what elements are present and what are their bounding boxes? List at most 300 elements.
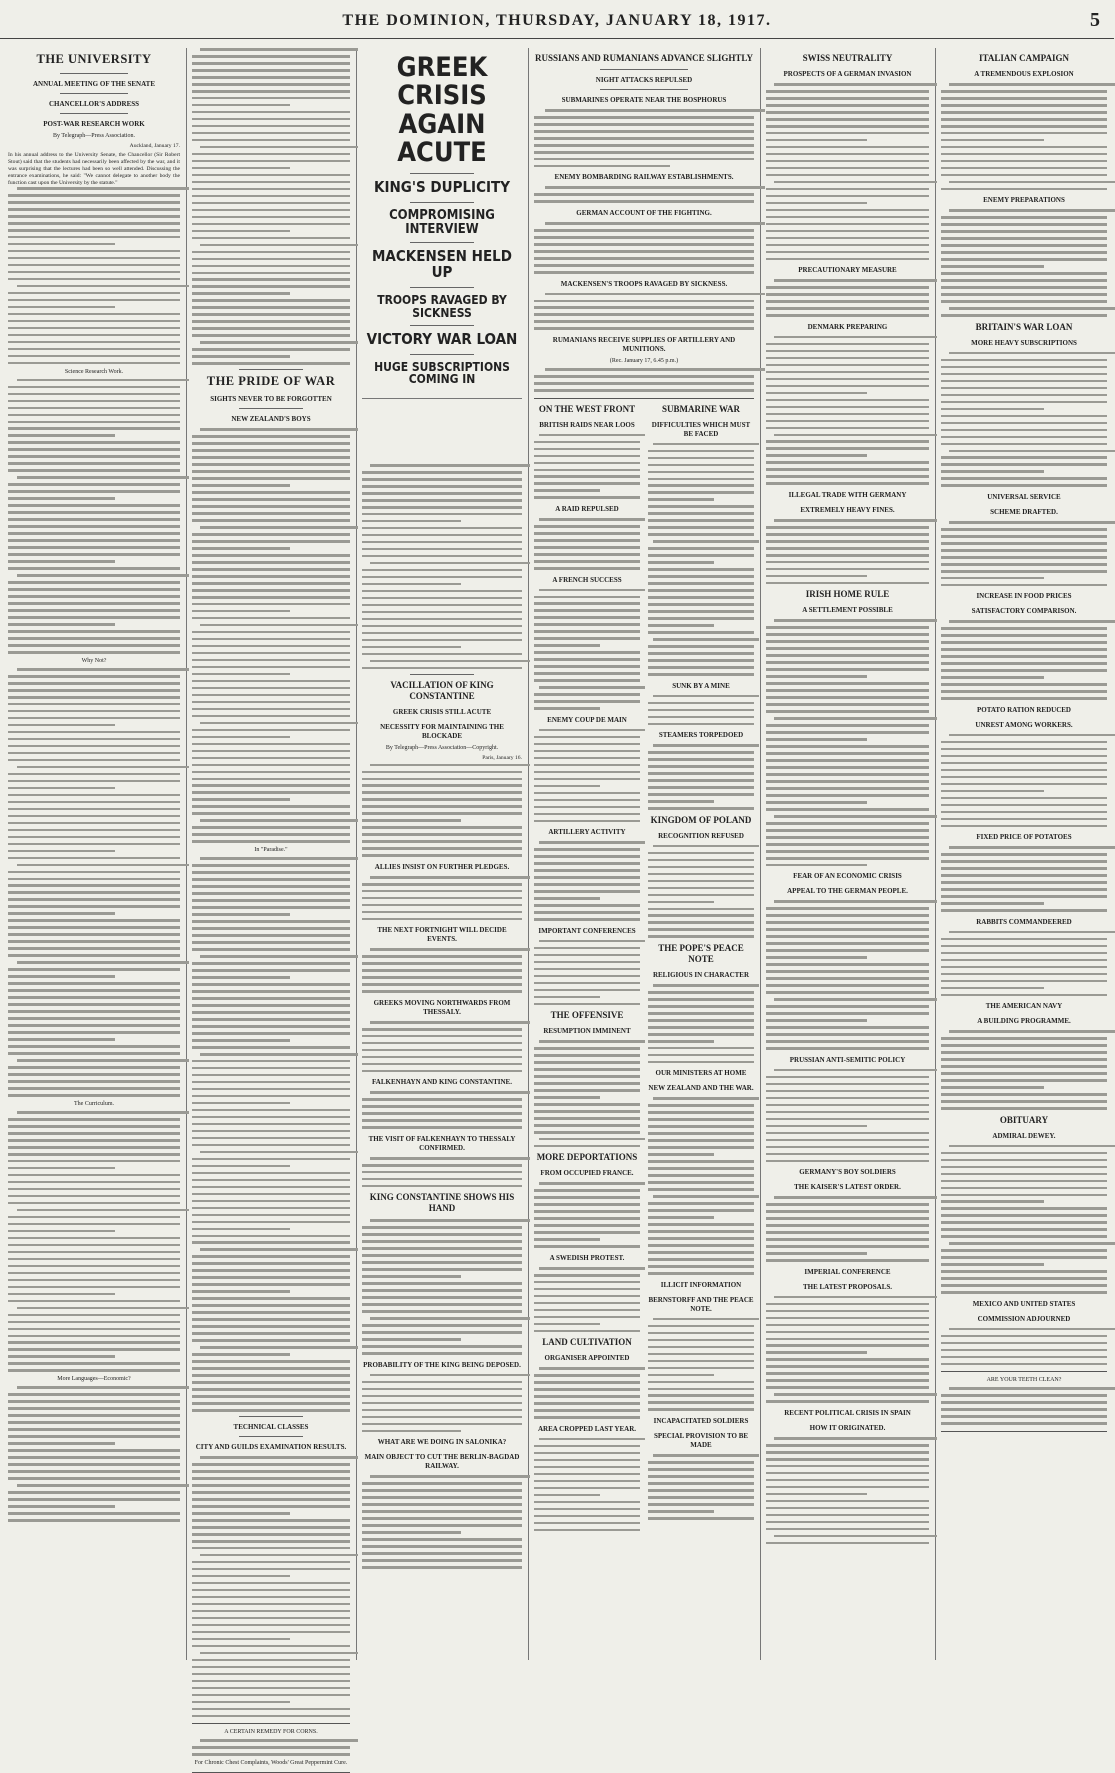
text-line (8, 1202, 180, 1205)
subhead-senate: ANNUAL MEETING OF THE SENATE (32, 80, 155, 88)
text-line (370, 1091, 530, 1094)
text-line (766, 836, 929, 839)
subhead-explosion: A TREMENDOUS EXPLOSION (974, 70, 1074, 78)
divider (239, 369, 302, 370)
text-line (8, 1003, 180, 1006)
text-line (648, 1061, 754, 1064)
text-line (766, 475, 929, 478)
text-line (8, 1498, 180, 1501)
text-line (192, 941, 350, 944)
text-line (774, 815, 937, 818)
text-line (941, 139, 1044, 142)
text-line (774, 336, 937, 339)
text-line (766, 773, 929, 776)
text-line (8, 1181, 180, 1184)
text-line (648, 1353, 754, 1356)
text-line (949, 931, 1115, 934)
text-line (192, 1228, 290, 1231)
text-line (8, 954, 180, 957)
text-line (8, 567, 180, 570)
text-line (766, 468, 929, 471)
text-line (648, 1346, 754, 1349)
text-line (941, 1159, 1107, 1162)
advert-body (941, 1387, 1107, 1425)
text-line (8, 229, 180, 232)
article-body (192, 857, 350, 1411)
text-line (766, 1472, 929, 1475)
divider (239, 408, 302, 409)
text-line (8, 236, 180, 239)
text-line (949, 209, 1115, 212)
text-line (8, 414, 180, 417)
text-line (534, 609, 640, 612)
text-line (534, 1466, 640, 1469)
text-line (949, 1145, 1115, 1148)
text-line (648, 484, 754, 487)
text-line (941, 258, 1107, 261)
text-line (534, 200, 754, 203)
text-line (8, 483, 180, 486)
text-line (370, 1374, 530, 1377)
text-line (534, 764, 640, 767)
text-line (362, 1395, 522, 1398)
text-line (200, 955, 358, 958)
text-line (8, 320, 180, 323)
text-line (653, 638, 759, 641)
text-line (192, 1484, 350, 1487)
text-line (766, 1331, 929, 1334)
text-line (534, 1522, 640, 1525)
text-line (192, 1673, 350, 1676)
text-line (192, 1367, 350, 1370)
text-line (648, 652, 754, 655)
text-line (539, 1267, 645, 1270)
text-line (648, 471, 754, 474)
text-line (192, 104, 290, 107)
article-body (766, 1296, 929, 1403)
text-line (192, 299, 350, 302)
text-line (8, 581, 180, 584)
text-line (941, 1335, 1107, 1338)
text-line (653, 845, 759, 848)
text-line (8, 511, 180, 514)
text-line (941, 1394, 1107, 1397)
text-line (941, 1044, 1107, 1047)
subhead-settlement: A SETTLEMENT POSSIBLE (802, 606, 893, 615)
text-line (362, 918, 522, 921)
subhead-occupied-france: FROM OCCUPIED FRANCE. (540, 1169, 634, 1178)
text-line (774, 519, 937, 522)
text-line (192, 1235, 350, 1238)
column-rule (760, 48, 761, 1660)
text-line (766, 195, 929, 198)
text-line (941, 881, 1107, 884)
article-body (648, 984, 754, 1063)
article-body (362, 1219, 522, 1354)
text-line (192, 463, 350, 466)
text-line (362, 897, 522, 900)
headline-west-front: ON THE WEST FRONT (538, 403, 636, 414)
text-line (362, 1531, 461, 1534)
text-line (941, 300, 1107, 303)
text-line (362, 534, 522, 537)
text-line (192, 1255, 350, 1258)
text-line (766, 153, 929, 156)
text-line (766, 174, 929, 177)
article-body (534, 1182, 640, 1247)
text-line (192, 272, 350, 275)
text-line (192, 812, 350, 815)
article-body (648, 1454, 754, 1519)
text-line (192, 750, 350, 753)
text-line (766, 956, 867, 959)
text-line (192, 292, 290, 295)
text-line (766, 1493, 867, 1496)
text-line (192, 160, 350, 163)
text-line (941, 1093, 1107, 1096)
text-line (534, 158, 754, 161)
subhead-food-prices: INCREASE IN FOOD PRICES (976, 592, 1072, 601)
text-line (534, 455, 640, 458)
subhead-poland: KINGDOM OF POLAND (650, 814, 752, 825)
text-line (8, 1031, 180, 1034)
text-line (534, 489, 600, 492)
text-line (648, 859, 754, 862)
text-line (766, 547, 929, 550)
text-line (192, 1526, 350, 1529)
subhead-spain-crisis: RECENT POLITICAL CRISIS IN SPAIN (784, 1408, 911, 1417)
text-line (362, 847, 522, 850)
text-line (192, 519, 350, 522)
text-line (766, 1146, 929, 1149)
text-line (192, 990, 350, 993)
text-line (362, 819, 461, 822)
text-line (192, 1533, 350, 1536)
text-line (766, 759, 929, 762)
text-line (941, 1422, 1107, 1425)
divider (239, 1416, 302, 1417)
article-body (362, 1374, 522, 1432)
text-line (766, 794, 929, 797)
text-line (192, 871, 350, 874)
text-line (192, 934, 350, 937)
text-line (545, 368, 765, 371)
text-line (362, 1185, 522, 1188)
text-line (766, 654, 929, 657)
text-line (941, 1284, 1107, 1287)
text-line (8, 1400, 180, 1403)
text-line (8, 1341, 180, 1344)
text-line (192, 265, 350, 268)
text-line (534, 475, 640, 478)
text-line (370, 1021, 530, 1024)
text-line (362, 478, 522, 481)
text-line (8, 1244, 180, 1247)
text-line (648, 1408, 754, 1411)
text-line (192, 167, 290, 170)
text-line (8, 539, 180, 542)
text-line (8, 1237, 180, 1240)
text-line (941, 797, 1107, 800)
text-line (648, 1272, 754, 1275)
text-line (648, 1360, 754, 1363)
text-line (766, 364, 929, 367)
article-body (8, 187, 180, 364)
text-line (941, 987, 1044, 990)
text-line (192, 1311, 350, 1314)
subhead-resumption: RESUMPTION IMMINENT (543, 1027, 631, 1036)
subhead-incapacitated: INCAPACITATED SOLDIERS (653, 1417, 749, 1426)
text-line (941, 980, 1107, 983)
text-line (648, 1489, 754, 1492)
text-line (653, 443, 759, 446)
text-line (8, 926, 180, 929)
text-line (8, 968, 180, 971)
text-line (8, 703, 180, 706)
text-line (648, 1258, 754, 1261)
text-line (362, 1042, 522, 1045)
article-body (766, 1069, 929, 1162)
divider (410, 242, 474, 243)
text-line (534, 1452, 640, 1455)
text-line (8, 201, 180, 204)
text-line (941, 146, 1107, 149)
text-line (941, 1100, 1107, 1103)
article-body (766, 279, 929, 317)
text-line (8, 1080, 180, 1083)
text-line (648, 505, 754, 508)
text-line (766, 963, 929, 966)
text-line (362, 611, 522, 614)
text-line (8, 1491, 180, 1494)
text-line (192, 659, 350, 662)
text-line (766, 1521, 929, 1524)
text-line (648, 1202, 754, 1205)
text-line (766, 258, 929, 261)
text-line (192, 153, 350, 156)
banner-kings-duplicity: KING'S DUPLICITY (374, 178, 510, 197)
text-line (362, 1049, 522, 1052)
text-line (648, 1223, 754, 1226)
text-line (192, 1332, 350, 1335)
text-line (8, 271, 180, 274)
text-line (8, 1407, 180, 1410)
text-line (766, 1118, 929, 1121)
text-line (534, 883, 640, 886)
text-line (362, 1275, 461, 1278)
text-line (949, 846, 1115, 849)
text-line (766, 984, 929, 987)
divider (410, 173, 474, 174)
text-line (534, 448, 640, 451)
text-line (8, 1125, 180, 1128)
article-body (648, 744, 754, 809)
text-line (941, 118, 1107, 121)
text-line (192, 355, 290, 358)
text-line (8, 1470, 180, 1473)
text-line (949, 620, 1115, 623)
text-line (949, 1030, 1115, 1033)
text-line (766, 1324, 929, 1327)
article-body (362, 876, 522, 921)
text-line (192, 195, 350, 198)
text-line (766, 949, 929, 952)
text-line (192, 491, 350, 494)
text-line (941, 125, 1107, 128)
article-body (8, 1111, 180, 1372)
text-line (534, 1110, 640, 1113)
text-line (8, 1066, 180, 1069)
text-line (8, 595, 180, 598)
text-line (362, 555, 522, 558)
text-line (192, 512, 350, 515)
text-line (774, 434, 937, 437)
text-line (8, 689, 180, 692)
text-line (766, 230, 929, 233)
text-line (192, 362, 350, 365)
text-line (653, 1318, 759, 1321)
text-line (370, 660, 530, 663)
text-line (192, 1575, 290, 1578)
subhead-blockade: NECESSITY FOR MAINTAINING THE BLOCKADE (380, 722, 504, 740)
text-line (362, 527, 522, 530)
text-line (766, 146, 929, 149)
text-line (941, 748, 1107, 751)
text-line (774, 998, 937, 1001)
text-line (766, 1083, 929, 1086)
text-line (192, 505, 350, 508)
text-line (653, 695, 759, 698)
text-line (534, 1515, 640, 1518)
text-line (766, 1026, 929, 1029)
text-line (648, 1118, 754, 1121)
text-line (8, 299, 180, 302)
text-line (362, 1233, 522, 1236)
text-line (534, 1245, 640, 1248)
text-line (941, 366, 1107, 369)
text-line (545, 109, 765, 112)
text-line (534, 1124, 640, 1127)
text-line (192, 1666, 350, 1669)
divider (60, 113, 129, 114)
text-line (941, 286, 1107, 289)
text-line (648, 1510, 714, 1513)
text-line (362, 506, 522, 509)
text-line (648, 852, 754, 855)
text-line (8, 609, 180, 612)
subhead-economic-crisis: FEAR OF AN ECONOMIC CRISIS (793, 872, 902, 881)
subhead-boy-soldiers: GERMANY'S BOY SOLDIERS (799, 1168, 896, 1177)
text-line (941, 272, 1107, 275)
text-line (941, 811, 1107, 814)
text-line (648, 1482, 754, 1485)
subcolumn-west-front (534, 399, 640, 1536)
text-line (534, 1529, 640, 1532)
text-line (8, 815, 180, 818)
text-line (192, 125, 350, 128)
subhead-anti-semitic: PRUSSIAN ANTI-SEMITIC POLICY (789, 1055, 906, 1064)
section-visit-confirmed: THE VISIT OF FALKENHAYN TO THESSALY CONFIRMED. (368, 1134, 516, 1152)
text-line (648, 991, 754, 994)
text-line (941, 387, 1107, 390)
text-line (941, 755, 1107, 758)
text-line (192, 1172, 350, 1175)
text-line (362, 798, 522, 801)
text-line (192, 1596, 350, 1599)
text-line (534, 1395, 640, 1398)
text-line (192, 694, 350, 697)
text-line (8, 306, 115, 309)
text-line (8, 1094, 180, 1097)
divider (410, 287, 474, 288)
text-line (534, 1224, 640, 1227)
text-line (362, 890, 522, 893)
text-line (362, 784, 522, 787)
text-line (200, 526, 358, 529)
text-line (941, 401, 1107, 404)
text-line (534, 271, 754, 274)
text-line (192, 1011, 350, 1014)
text-line (534, 327, 754, 330)
text-line (192, 1144, 350, 1147)
text-line (192, 680, 350, 683)
text-line (8, 1118, 180, 1121)
text-line (941, 97, 1107, 100)
text-line (766, 1104, 929, 1107)
subhead-universal-service: UNIVERSAL SERVICE (987, 493, 1061, 502)
text-line (648, 914, 754, 917)
text-line (192, 729, 350, 732)
text-line (8, 400, 180, 403)
text-line (362, 1352, 522, 1355)
text-line (8, 1293, 115, 1296)
section-allies: ALLIES INSIST ON FURTHER PLEDGES. (374, 862, 510, 871)
text-line (539, 1138, 645, 1141)
text-line (534, 1381, 640, 1384)
text-line (200, 1053, 358, 1056)
text-line (534, 1231, 640, 1234)
text-line (200, 428, 358, 431)
text-line (648, 596, 754, 599)
text-line (766, 237, 929, 240)
text-line (534, 848, 640, 851)
text-line (8, 1355, 115, 1358)
page-number: 5 (1090, 9, 1100, 31)
text-line (8, 801, 180, 804)
text-line (8, 1146, 180, 1149)
text-line (766, 1019, 867, 1022)
text-line (362, 485, 522, 488)
text-line (362, 1559, 522, 1562)
text-line (766, 1479, 929, 1482)
text-line (941, 111, 1107, 114)
text-line (766, 209, 929, 212)
text-line (192, 118, 350, 121)
text-line (534, 1330, 640, 1333)
text-line (766, 1153, 929, 1156)
divider (60, 73, 129, 74)
text-line (766, 647, 929, 650)
text-line (192, 771, 350, 774)
text-line (766, 482, 929, 485)
text-line (17, 476, 189, 479)
text-line (192, 927, 350, 930)
text-line (766, 343, 929, 346)
text-line (534, 123, 754, 126)
text-line (766, 1386, 929, 1389)
article-body (534, 841, 640, 920)
text-line (534, 1131, 640, 1134)
